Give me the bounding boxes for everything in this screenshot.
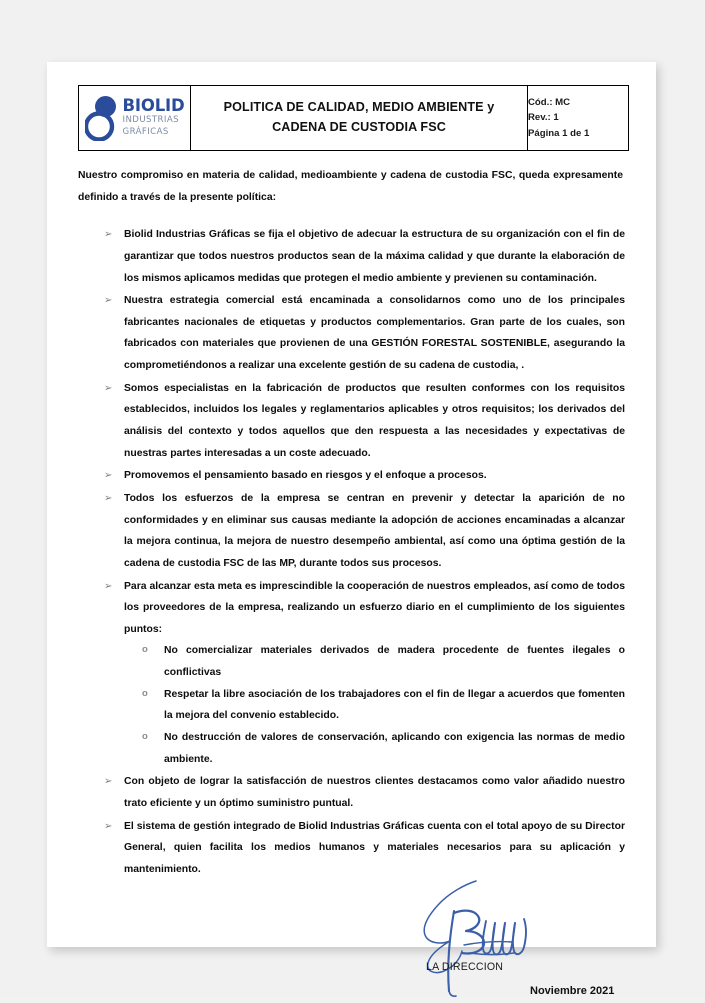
document-header-table	[78, 85, 629, 151]
list-item-text: El sistema de gestión integrado de Biolid Industrias Gráficas cuenta con el total apoyo de su Director General, quien facilita los medios humanos y materiales necesarios para su aplicación y mantenimiento.	[124, 820, 625, 875]
logo-tagline-line2: GRÁFICAS	[122, 127, 169, 138]
list-item-text: Todos los esfuerzos de la empresa se centran en prevenir y detectar la aparición de no conformidades y en eliminar sus causas mediante la adopción de acciones encaminadas a alcanzar la mejora continua, la mejora de nuestro desempeño ambiental, así como una óptima gestión de la cadena de custodia FSC de las MP, durante todos sus procesos.	[124, 492, 625, 569]
circle-bullet-icon: o	[142, 731, 148, 743]
list-item	[78, 771, 625, 814]
header-row	[79, 86, 629, 151]
header-title-cell	[191, 86, 528, 151]
page-content	[78, 85, 625, 1003]
company-logo	[79, 88, 190, 148]
biolid-infinity-logo-icon	[85, 95, 119, 141]
arrow-bullet-icon: ➢	[104, 295, 113, 307]
intro-paragraph: Nuestro compromiso en materia de calidad, medioambiente y cadena de custodia FSC, queda expresamente definido a través de la presente política:	[78, 170, 623, 203]
document-title-line1: POLITICA DE CALIDAD, MEDIO AMBIENTE y	[223, 100, 495, 115]
signature-date: Noviembre 2021	[530, 984, 615, 997]
policy-bullet-list	[78, 224, 625, 880]
handwritten-signature-icon	[414, 879, 554, 1001]
arrow-bullet-icon: ➢	[104, 382, 113, 394]
logo-tagline-line1: INDUSTRIAS	[122, 115, 179, 126]
list-item-text: Con objeto de lograr la satisfacción de nuestros clientes destacamos como valor añadido nuestro trato eficiente y un óptimo suministro puntual.	[124, 776, 625, 809]
arrow-bullet-icon: ➢	[104, 229, 113, 241]
sub-list-item-text: No destrucción de valores de conservación, aplicando con exigencia las normas de medio ambiente.	[164, 732, 625, 765]
sub-list-item	[124, 640, 625, 683]
arrow-bullet-icon: ➢	[104, 492, 113, 504]
policy-body	[78, 165, 625, 1003]
sub-list-item-text: No comercializar materiales derivados de madera procedente de fuentes ilegales o conflictivas	[164, 645, 625, 679]
signature-label: LA DIRECCION	[426, 960, 504, 973]
meta-code: Cód.: MC	[528, 96, 571, 108]
list-item-text: Nuestra estrategia comercial está encaminada a consolidarnos como uno de los principales fabricantes nacionales de etiquetas y productos complementarios. Gran parte de los cuales, son fabricados con materiales que provienen de una GESTIÓN FORESTAL SOSTENIBLE, asegurando la comprometiéndonos a realizar una excelente gestión de su cadena de custodia, .	[124, 295, 625, 372]
header-logo-cell	[79, 86, 191, 151]
sub-list-item	[124, 727, 625, 770]
arrow-bullet-icon: ➢	[104, 820, 113, 832]
list-item-text: Para alcanzar esta meta es imprescindible la cooperación de nuestros empleados, así como de todos los proveedores de la empresa, realizando un esfuerzo diario en el cumplimiento de los siguientes puntos:	[124, 580, 625, 635]
arrow-bullet-icon: ➢	[104, 470, 113, 482]
meta-revision: Rev.: 1	[528, 112, 559, 124]
logo-brand-text: BIOLID	[122, 95, 185, 115]
list-item-text: Biolid Industrias Gráficas se fija el objetivo de adecuar la estructura de su organización con el fin de garantizar que todos nuestros productos sean de la máxima calidad y que durante la elaboración de los mismos aplicamos medidas que protegen el medio ambiente y previenen su contaminación.	[124, 229, 625, 284]
policy-subbullet-list	[124, 640, 625, 770]
arrow-bullet-icon: ➢	[104, 580, 113, 592]
list-item	[78, 224, 625, 289]
circle-bullet-icon: o	[142, 644, 148, 656]
list-item	[78, 576, 625, 771]
document-title-line2: CADENA DE CUSTODIA FSC	[272, 120, 446, 134]
list-item	[78, 465, 625, 487]
document-page	[47, 62, 656, 997]
arrow-bullet-icon: ➢	[104, 776, 113, 788]
logo-wordmark	[122, 95, 185, 138]
list-item	[78, 290, 625, 377]
sub-list-item-text: Respetar la libre asociación de los trabajadores con el fin de llegar a acuerdos que fomenten la mejora del convenio establecido.	[164, 688, 625, 722]
list-item-text: Somos especialistas en la fabricación de productos que resulten conformes con los requisitos establecidos, incluidos los legales y reglamentarios aplicables y otros requisitos; los derivados del análisis del contexto y todos aquellos que den respuesta a las necesidades y expectativas de nuestras partes interesadas a un coste adecuado.	[124, 382, 625, 459]
document-title	[191, 98, 527, 137]
list-item	[78, 488, 625, 575]
signature-block	[78, 885, 625, 1003]
meta-page: Página 1 de 1	[528, 127, 590, 139]
list-item-text: Promovemos el pensamiento basado en riesgos y el enfoque a procesos.	[124, 470, 487, 482]
header-meta-cell	[528, 86, 629, 151]
sub-list-item	[124, 684, 625, 727]
circle-bullet-icon: o	[142, 687, 148, 699]
list-item	[78, 816, 625, 881]
list-item	[78, 378, 625, 465]
